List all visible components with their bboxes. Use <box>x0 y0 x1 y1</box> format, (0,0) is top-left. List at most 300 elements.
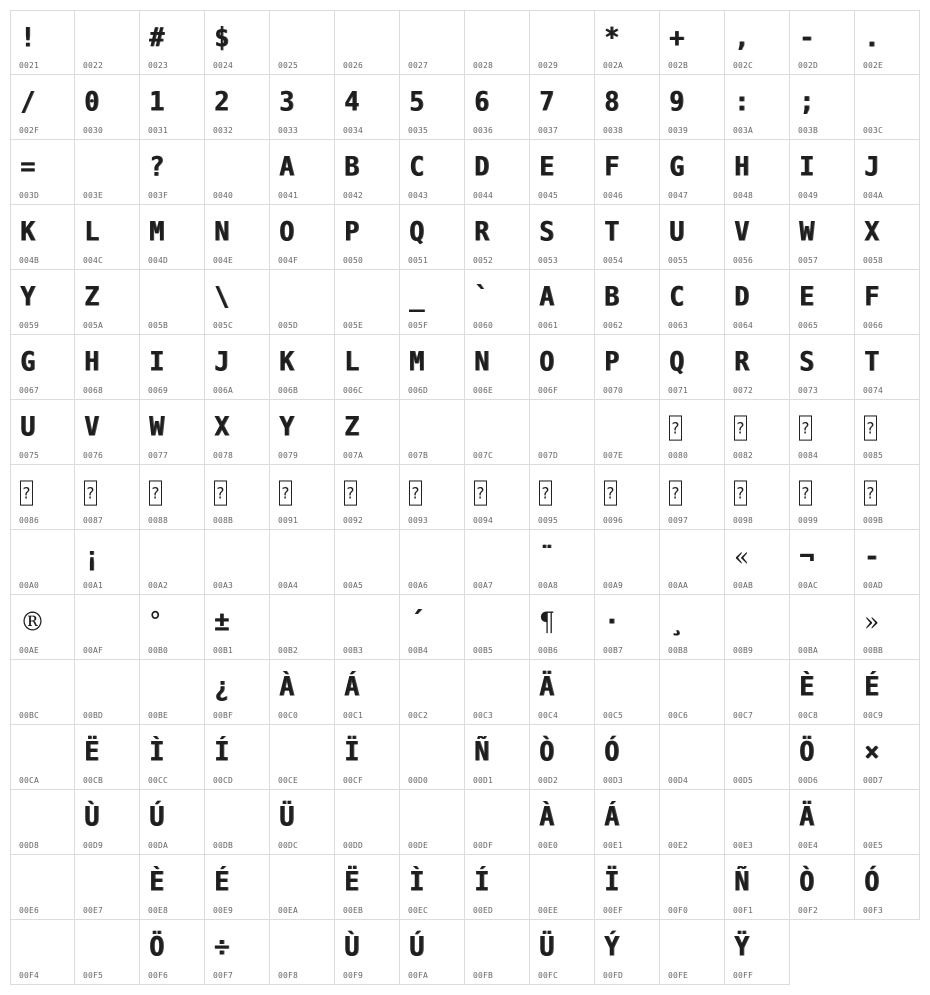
codepoint-label: 00E9 <box>213 906 234 915</box>
codepoint-label: 00FE <box>668 971 689 980</box>
codepoint-label: 0051 <box>408 256 429 265</box>
codepoint-label: 00C6 <box>668 711 689 720</box>
missing-glyph-box: ? <box>864 415 877 440</box>
codepoint-label: 00D8 <box>19 841 40 850</box>
glyph-cell <box>10 400 75 465</box>
glyph-sample: \ <box>214 281 230 312</box>
codepoint-label: 0030 <box>83 126 104 135</box>
codepoint-label: 00E0 <box>538 841 559 850</box>
glyph-cell <box>530 465 595 530</box>
glyph-cell <box>725 335 790 400</box>
glyph-sample: Ü <box>279 801 295 832</box>
codepoint-label: 00DD <box>343 841 364 850</box>
missing-glyph-box: ? <box>539 480 552 505</box>
codepoint-label: 0040 <box>213 191 234 200</box>
codepoint-label: 0024 <box>213 61 234 70</box>
glyph-sample: C <box>409 151 425 182</box>
glyph-cell <box>205 10 270 75</box>
glyph-sample: V <box>84 411 100 442</box>
glyph-cell <box>140 920 205 985</box>
missing-glyph-box: ? <box>799 480 812 505</box>
glyph-sample: « <box>734 541 750 572</box>
glyph-cell <box>855 140 920 205</box>
missing-glyph-icon <box>669 406 682 448</box>
glyph-cell <box>530 595 595 660</box>
glyph-sample: ® <box>20 606 45 637</box>
codepoint-label: 0056 <box>733 256 754 265</box>
glyph-cell <box>725 790 790 855</box>
glyph-sample: · <box>604 606 620 637</box>
glyph-sample: 7 <box>539 86 555 117</box>
glyph-sample: Ë <box>344 866 360 897</box>
missing-glyph-icon <box>214 471 227 513</box>
glyph-cell <box>465 335 530 400</box>
codepoint-label: 0046 <box>603 191 624 200</box>
glyph-cell <box>660 205 725 270</box>
codepoint-label: 0063 <box>668 321 689 330</box>
codepoint-label: 004A <box>863 191 884 200</box>
glyph-cell <box>335 335 400 400</box>
glyph-sample: 8 <box>604 86 620 117</box>
codepoint-label: 0062 <box>603 321 624 330</box>
codepoint-label: 00FD <box>603 971 624 980</box>
glyph-cell <box>140 465 205 530</box>
glyph-cell <box>10 725 75 790</box>
glyph-cell <box>140 75 205 140</box>
glyph-cell <box>660 855 725 920</box>
glyph-cell <box>270 530 335 595</box>
glyph-cell <box>790 400 855 465</box>
codepoint-label: 005A <box>83 321 104 330</box>
codepoint-label: 0068 <box>83 386 104 395</box>
glyph-cell <box>790 205 855 270</box>
codepoint-label: 0029 <box>538 61 559 70</box>
glyph-cell <box>855 335 920 400</box>
glyph-cell <box>205 855 270 920</box>
codepoint-label: 00B9 <box>733 646 754 655</box>
codepoint-label: 003F <box>148 191 169 200</box>
glyph-cell <box>400 270 465 335</box>
codepoint-label: 0091 <box>278 516 299 525</box>
codepoint-label: 0054 <box>603 256 624 265</box>
glyph-sample: Ý <box>604 931 620 962</box>
glyph-cell <box>10 530 75 595</box>
codepoint-label: 0087 <box>83 516 104 525</box>
codepoint-label: 005C <box>213 321 234 330</box>
glyph-cell <box>725 270 790 335</box>
glyph-sample: Ì <box>409 866 425 897</box>
missing-glyph-box: ? <box>20 480 33 505</box>
glyph-cell <box>660 75 725 140</box>
glyph-sample: X <box>864 216 880 247</box>
missing-glyph-box: ? <box>474 480 487 505</box>
glyph-cell <box>270 140 335 205</box>
glyph-cell <box>530 400 595 465</box>
codepoint-label: 00DB <box>213 841 234 850</box>
glyph-cell <box>270 920 335 985</box>
glyph-cell <box>725 725 790 790</box>
glyph-sample: × <box>864 736 880 767</box>
glyph-cell <box>10 465 75 530</box>
glyph-sample: + <box>669 22 685 53</box>
glyph-cell <box>140 270 205 335</box>
glyph-cell <box>205 790 270 855</box>
codepoint-label: 006F <box>538 386 559 395</box>
glyph-cell <box>855 400 920 465</box>
glyph-cell <box>660 400 725 465</box>
glyph-cell <box>75 75 140 140</box>
codepoint-label: 00AC <box>798 581 819 590</box>
glyph-cell <box>10 335 75 400</box>
glyph-cell <box>75 595 140 660</box>
glyph-sample: Ñ <box>474 736 490 767</box>
glyph-cell <box>855 595 920 660</box>
glyph-sample: T <box>864 346 880 377</box>
codepoint-label: 00E5 <box>863 841 884 850</box>
glyph-cell <box>400 790 465 855</box>
glyph-cell <box>530 205 595 270</box>
codepoint-label: 00D5 <box>733 776 754 785</box>
codepoint-label: 0027 <box>408 61 429 70</box>
glyph-sample: - <box>799 22 815 53</box>
codepoint-label: 0042 <box>343 191 364 200</box>
glyph-cell <box>400 855 465 920</box>
glyph-sample: O <box>279 216 295 247</box>
glyph-cell <box>270 855 335 920</box>
glyph-sample: Á <box>344 671 360 702</box>
glyph-sample: ! <box>20 22 36 53</box>
codepoint-label: 0084 <box>798 451 819 460</box>
glyph-sample: C <box>669 281 685 312</box>
glyph-cell <box>400 140 465 205</box>
missing-glyph-icon <box>409 471 422 513</box>
glyph-cell <box>855 205 920 270</box>
glyph-cell <box>465 790 530 855</box>
codepoint-label: 00EC <box>408 906 429 915</box>
glyph-sample: ° <box>149 606 162 637</box>
missing-glyph-icon <box>734 406 747 448</box>
glyph-cell <box>400 205 465 270</box>
codepoint-label: 00C8 <box>798 711 819 720</box>
codepoint-label: 00BF <box>213 711 234 720</box>
glyph-cell <box>595 270 660 335</box>
glyph-cell <box>335 465 400 530</box>
codepoint-label: 0085 <box>863 451 884 460</box>
codepoint-label: 00CD <box>213 776 234 785</box>
codepoint-label: 00C2 <box>408 711 429 720</box>
codepoint-label: 003A <box>733 126 754 135</box>
glyph-cell <box>725 855 790 920</box>
glyph-sample: Ù <box>344 931 360 962</box>
missing-glyph-box: ? <box>734 480 747 505</box>
glyph-sample: ¿ <box>214 671 230 702</box>
glyph-sample: ; <box>799 86 815 117</box>
glyph-cell <box>465 920 530 985</box>
glyph-sample: # <box>149 22 165 53</box>
codepoint-label: 0060 <box>473 321 494 330</box>
glyph-cell <box>530 790 595 855</box>
codepoint-label: 0093 <box>408 516 429 525</box>
codepoint-label: 007C <box>473 451 494 460</box>
glyph-cell <box>725 10 790 75</box>
codepoint-label: 00EE <box>538 906 559 915</box>
glyph-cell <box>75 660 140 725</box>
codepoint-label: 0057 <box>798 256 819 265</box>
codepoint-label: 0072 <box>733 386 754 395</box>
codepoint-label: 005F <box>408 321 429 330</box>
glyph-sample: G <box>20 346 36 377</box>
codepoint-label: 0067 <box>19 386 40 395</box>
glyph-cell <box>75 10 140 75</box>
glyph-sample: 3 <box>279 86 295 117</box>
glyph-cell <box>790 140 855 205</box>
glyph-sample: L <box>84 216 100 247</box>
glyph-sample: Q <box>669 346 685 377</box>
codepoint-label: 00A1 <box>83 581 104 590</box>
codepoint-label: 002E <box>863 61 884 70</box>
missing-glyph-icon <box>864 406 877 448</box>
glyph-sample: B <box>604 281 620 312</box>
glyph-cell <box>205 660 270 725</box>
glyph-cell <box>400 920 465 985</box>
glyph-cell <box>660 790 725 855</box>
glyph-cell <box>465 725 530 790</box>
codepoint-label: 00D1 <box>473 776 494 785</box>
glyph-sample: Ÿ <box>734 931 750 962</box>
glyph-cell <box>595 140 660 205</box>
glyph-cell <box>140 10 205 75</box>
glyph-sample: K <box>20 216 36 247</box>
glyph-sample: P <box>344 216 360 247</box>
glyph-cell <box>855 465 920 530</box>
glyph-cell <box>400 75 465 140</box>
glyph-sample: ¶ <box>539 606 555 637</box>
glyph-cell <box>270 270 335 335</box>
glyph-cell <box>530 530 595 595</box>
codepoint-label: 0074 <box>863 386 884 395</box>
missing-glyph-box: ? <box>409 480 422 505</box>
codepoint-label: 00CE <box>278 776 299 785</box>
glyph-cell <box>205 400 270 465</box>
codepoint-label: 00A9 <box>603 581 624 590</box>
glyph-sample: 6 <box>474 86 490 117</box>
glyph-sample: T <box>604 216 620 247</box>
glyph-sample: Í <box>474 866 490 897</box>
glyph-sample: Ï <box>604 866 620 897</box>
codepoint-label: 00A3 <box>213 581 234 590</box>
glyph-sample: Ó <box>604 736 620 767</box>
glyph-cell <box>790 10 855 75</box>
missing-glyph-box: ? <box>669 415 682 440</box>
glyph-cell <box>725 400 790 465</box>
glyph-cell <box>530 140 595 205</box>
glyph-sample: S <box>539 216 555 247</box>
glyph-cell <box>595 10 660 75</box>
codepoint-label: 00F2 <box>798 906 819 915</box>
codepoint-label: 00DC <box>278 841 299 850</box>
glyph-cell <box>335 660 400 725</box>
glyph-cell <box>335 205 400 270</box>
glyph-sample: M <box>149 216 165 247</box>
glyph-cell <box>465 855 530 920</box>
codepoint-label: 0092 <box>343 516 364 525</box>
glyph-sample: Ë <box>84 736 100 767</box>
glyph-cell <box>335 140 400 205</box>
codepoint-label: 00BE <box>148 711 169 720</box>
codepoint-label: 002A <box>603 61 624 70</box>
glyph-cell <box>465 595 530 660</box>
glyph-cell <box>725 920 790 985</box>
codepoint-label: 00E3 <box>733 841 754 850</box>
codepoint-label: 0039 <box>668 126 689 135</box>
codepoint-label: 00B6 <box>538 646 559 655</box>
glyph-sample: » <box>864 606 880 637</box>
glyph-sample: É <box>214 866 230 897</box>
glyph-cell <box>465 660 530 725</box>
glyph-sample: A <box>539 281 555 312</box>
glyph-cell <box>660 270 725 335</box>
codepoint-label: 0045 <box>538 191 559 200</box>
glyph-cell <box>855 270 920 335</box>
glyph-cell <box>270 400 335 465</box>
glyph-sample: Ò <box>799 866 815 897</box>
glyph-cell <box>660 530 725 595</box>
glyph-sample: Ä <box>799 801 815 832</box>
codepoint-label: 002F <box>19 126 40 135</box>
codepoint-label: 00D2 <box>538 776 559 785</box>
glyph-cell <box>465 465 530 530</box>
glyph-cell <box>205 140 270 205</box>
glyph-cell <box>595 920 660 985</box>
codepoint-label: 0061 <box>538 321 559 330</box>
codepoint-label: 00D9 <box>83 841 104 850</box>
glyph-sample: R <box>474 216 490 247</box>
glyph-sample: Q <box>409 216 425 247</box>
codepoint-label: 00F6 <box>148 971 169 980</box>
glyph-cell <box>10 140 75 205</box>
codepoint-label: 0034 <box>343 126 364 135</box>
glyph-sample: S <box>799 346 815 377</box>
glyph-sample: W <box>799 216 815 247</box>
glyph-cell <box>725 75 790 140</box>
codepoint-label: 008B <box>213 516 234 525</box>
codepoint-label: 0032 <box>213 126 234 135</box>
codepoint-label: 00B2 <box>278 646 299 655</box>
glyph-cell <box>205 205 270 270</box>
glyph-sample: ` <box>474 281 490 312</box>
glyph-sample: Á <box>604 801 620 832</box>
glyph-sample: B <box>344 151 360 182</box>
codepoint-label: 00A6 <box>408 581 429 590</box>
codepoint-label: 0073 <box>798 386 819 395</box>
glyph-sample: 9 <box>669 86 685 117</box>
codepoint-label: 00B5 <box>473 646 494 655</box>
codepoint-label: 0049 <box>798 191 819 200</box>
codepoint-label: 0028 <box>473 61 494 70</box>
codepoint-label: 0035 <box>408 126 429 135</box>
glyph-sample: Ú <box>409 931 425 962</box>
codepoint-label: 00C1 <box>343 711 364 720</box>
glyph-sample: Y <box>279 411 295 442</box>
codepoint-label: 00EB <box>343 906 364 915</box>
glyph-cell <box>530 660 595 725</box>
glyph-cell <box>75 205 140 270</box>
codepoint-label: 00D7 <box>863 776 884 785</box>
glyph-sample: J <box>214 346 230 377</box>
codepoint-label: 007A <box>343 451 364 460</box>
glyph-sample: O <box>539 346 555 377</box>
glyph-sample: Ú <box>149 801 165 832</box>
glyph-sample: Z <box>344 411 360 442</box>
codepoint-label: 006D <box>408 386 429 395</box>
glyph-cell <box>790 270 855 335</box>
glyph-sample: G <box>669 151 685 182</box>
codepoint-label: 00A0 <box>19 581 40 590</box>
codepoint-label: 00A5 <box>343 581 364 590</box>
codepoint-label: 0099 <box>798 516 819 525</box>
glyph-cell <box>140 205 205 270</box>
glyph-cell <box>400 400 465 465</box>
codepoint-label: 00AE <box>19 646 40 655</box>
glyph-cell <box>10 270 75 335</box>
codepoint-label: 0082 <box>733 451 754 460</box>
glyph-cell <box>140 595 205 660</box>
codepoint-label: 00F0 <box>668 906 689 915</box>
codepoint-label: 003D <box>19 191 40 200</box>
codepoint-label: 00CB <box>83 776 104 785</box>
codepoint-label: 004F <box>278 256 299 265</box>
glyph-sample: ¡ <box>84 541 100 572</box>
missing-glyph-box: ? <box>214 480 227 505</box>
glyph-cell <box>595 400 660 465</box>
codepoint-label: 002D <box>798 61 819 70</box>
glyph-sample: $ <box>214 22 230 53</box>
codepoint-label: 0026 <box>343 61 364 70</box>
glyph-cell <box>855 725 920 790</box>
codepoint-label: 00DA <box>148 841 169 850</box>
codepoint-label: 003B <box>798 126 819 135</box>
glyph-cell <box>400 10 465 75</box>
glyph-sample: Ï <box>344 736 360 767</box>
glyph-sample: D <box>474 151 490 182</box>
glyph-sample: X <box>214 411 230 442</box>
missing-glyph-icon <box>149 471 162 513</box>
glyph-cell <box>400 725 465 790</box>
glyph-cell <box>855 855 920 920</box>
glyph-cell <box>465 530 530 595</box>
codepoint-label: 003C <box>863 126 884 135</box>
glyph-cell <box>335 920 400 985</box>
glyph-cell <box>400 465 465 530</box>
glyph-cell <box>205 465 270 530</box>
glyph-cell <box>270 205 335 270</box>
glyph-sample: 5 <box>409 86 425 117</box>
glyph-cell <box>660 140 725 205</box>
glyph-cell <box>75 790 140 855</box>
codepoint-label: 00C0 <box>278 711 299 720</box>
missing-glyph-icon <box>344 471 357 513</box>
missing-glyph-icon <box>84 471 97 513</box>
codepoint-label: 0078 <box>213 451 234 460</box>
glyph-cell <box>660 595 725 660</box>
glyph-cell <box>75 920 140 985</box>
glyph-cell <box>75 400 140 465</box>
glyph-cell <box>465 400 530 465</box>
glyph-cell <box>790 790 855 855</box>
glyph-cell <box>530 920 595 985</box>
glyph-sample: . <box>864 22 880 53</box>
codepoint-label: 0036 <box>473 126 494 135</box>
